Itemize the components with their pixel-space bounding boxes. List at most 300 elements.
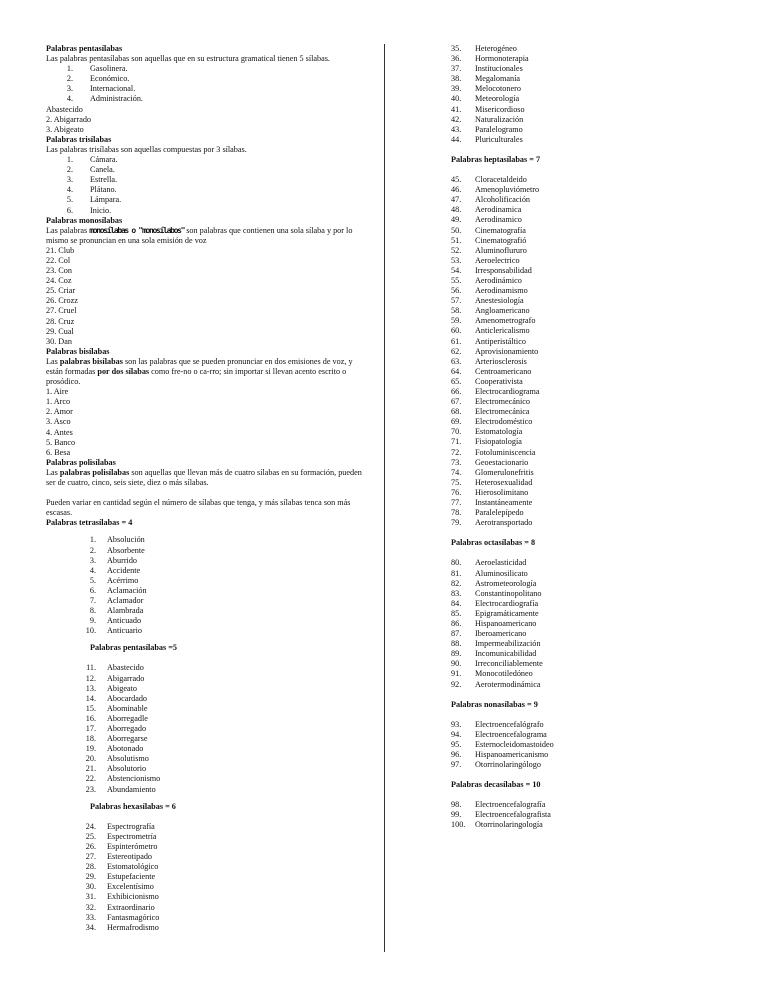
list-item-word: Geoestacionario [475,457,529,467]
mono-description [46,226,368,246]
list-item [451,518,751,528]
list-item [451,246,751,256]
penta2-heading: Palabras pentasílabas =5 [90,643,178,653]
list-item-number: 59. [451,316,462,326]
list-item-number: 21. [85,764,96,774]
list-item [451,326,751,336]
mono-desc-text-end: son palabras que contienen una sola sílaba y por lo mismo se pronuncian en una sola emisión de voz [46,225,353,245]
list-item-number: 35. [451,44,462,53]
list-item [46,84,368,94]
list-item [46,94,368,104]
list-item [451,669,751,679]
list-item-word: Hormonoterapia [475,54,529,64]
list-item-number: 66. [451,387,462,396]
list-item-number: 50. [451,225,462,235]
list-item-number: 80. [451,558,462,568]
list-item-number: 20. [85,754,96,764]
bi-desc-bold: palabras bisílabas [59,356,123,366]
list-item-number: 70. [451,427,462,437]
list-item [451,185,751,195]
list-item-word: Aerodinamico [475,215,522,225]
list-item-number: 60. [451,326,462,336]
list-item-word: Meteorología [475,94,520,104]
list-item-word: Aeroelectrico [475,255,520,265]
list-item [451,54,751,64]
list-item-number: 15. [85,703,96,713]
list-item [451,740,751,750]
list-item [451,609,751,619]
list-item [451,659,751,669]
right-column [451,44,751,831]
list-item [451,589,751,599]
list-item-word: Hispanoamericanismo [475,750,549,759]
list-item [451,478,751,488]
bi-desc-text-2: son las palabras que se pueden pronunciar en dos emisiones de voz, y están formadas [46,356,353,376]
list-item-number: 48. [451,205,462,215]
list-item: 4. Antes [46,427,73,437]
list-item-word: Económico. [90,74,130,84]
list-item-number: 47. [451,195,462,205]
list-item-number: 93. [451,719,462,729]
list-item-word: Heterogéneo [475,44,517,53]
list-item: 5. Banco [46,437,76,447]
list-item-number: 90. [451,659,462,669]
list-item-number: 33. [85,912,96,922]
list-item-number: 6. [66,205,73,215]
list-item [46,754,368,764]
list-item-word: Lámpara. [90,195,122,205]
list-item [451,135,751,145]
list-item-word: Aerotransportado [475,518,533,528]
list-item-number: 40. [451,94,462,104]
list-item-number: 28. [85,862,96,872]
list-item-word: Monocotiledóneo [475,669,533,679]
list-item-word: Epigramáticamente [475,608,539,618]
list-item-word: Aprovisionamiento [475,346,539,356]
list-item-number: 27. [85,852,96,862]
list-item-number: 74. [451,467,462,477]
spacer [451,790,751,800]
list-item [451,427,751,437]
list-item-number: 16. [85,713,96,723]
list-item [451,629,751,639]
list-item [451,266,751,276]
list-item-word: Cinematografió [475,235,527,245]
list-item-number: 51. [451,235,462,245]
list-item [46,842,368,852]
list-item-number: 34. [85,922,96,932]
list-item [46,862,368,872]
spacer [46,528,368,535]
list-item: 30. Dan [46,336,72,346]
list-item-number: 61. [451,336,462,346]
list-item-number: 4. [66,94,73,104]
list-item-word: Anticlericalismo [475,326,530,336]
list-item-number: 77. [451,498,462,508]
penta-extra-list [46,105,368,135]
list-item-word: Electroencefalografía [475,800,546,810]
list-item: 1. Aire [46,387,69,397]
list-item-word: Absolutismo [107,754,149,764]
spacer [46,653,368,663]
spacer [451,165,751,175]
list-item: 23. Con [46,266,72,276]
list-item-number: 83. [451,588,462,598]
list-item [46,663,368,673]
list-item [451,498,751,508]
list-item-number: 18. [85,734,96,744]
list-item-number: 26. [85,841,96,851]
list-item-word: Abastecido [107,663,144,673]
list-item-word: Fisiopatología [475,437,522,447]
list-item-word: Glomerulonefritis [475,467,534,477]
list-item-number: 52. [451,245,462,255]
list-item-word: Aburrido [107,555,138,565]
list-item-word: Otorrinolaringología [475,820,543,830]
list-item-word: Estomatológico [107,862,159,872]
poli-description [46,468,368,488]
list-item-word: Anestesiología [475,296,524,306]
list-item-word: Plátano. [90,185,117,195]
list-item-number: 56. [451,286,462,296]
list-item-word: Aerodinamica [475,205,522,215]
list-item-word: Gasolinera. [90,64,128,74]
list-item-word: Otorrinolaringólogo [475,760,541,770]
list-item-number: 1. [89,535,96,545]
list-item [46,74,368,84]
list-item-word: Espectrometría [107,831,157,841]
list-item-number: 67. [451,397,462,407]
bi-description [46,357,368,387]
bi-heading: Palabras bisílabas [46,346,110,356]
list-item-number: 44. [451,134,462,144]
penta-heading: Palabras pentasílabas [46,44,123,53]
list-item [46,774,368,784]
list-item-word: Melocotonero [475,84,521,94]
list-item-number: 46. [451,185,462,195]
list-item [451,448,751,458]
list-item-number: 62. [451,346,462,356]
list-item-word: Accidente [107,565,141,575]
list-item-number: 64. [451,366,462,376]
spacer [451,145,751,155]
list-item-number: 3. [89,555,96,565]
list-item-number: 30. [85,882,96,892]
list-item-word: Institucionales [475,64,523,74]
list-item-number: 86. [451,618,462,628]
list-item [451,639,751,649]
hexa-list [46,822,368,933]
list-item [46,892,368,902]
list-item-number: 85. [451,608,462,618]
list-item [451,820,751,830]
list-item-number: 82. [451,578,462,588]
list-item-number: 100. [451,820,466,830]
list-item-word: Paralelogramo [475,124,523,134]
list-item-number: 3. [66,84,73,94]
list-item-number: 39. [451,84,462,94]
list-item-word: Exhibicionismo [107,892,159,902]
list-item-word: Electroencefalografista [475,810,551,820]
list-item-word: Abigarrado [107,673,145,683]
list-item [46,694,368,704]
list-item-number: 38. [451,74,462,84]
tri-heading: Palabras trisílabas [46,134,112,144]
list-item-word: Internacional. [90,84,136,94]
list-item-number: 49. [451,215,462,225]
list-item-number: 53. [451,255,462,265]
list-item-word: Estereotipado [107,852,153,862]
list-item-word: Electroencefalógrafo [475,719,544,729]
list-item: 27. Cruel [46,306,77,316]
list-item [46,195,368,205]
list-item-word: Irresponsabilidad [475,265,532,275]
list-item-word: Hermafrodismo [107,922,159,932]
list-item [451,730,751,740]
list-item [46,714,368,724]
list-item-number: 7. [89,595,96,605]
list-item-word: Extraordinario [107,902,155,912]
list-item [46,744,368,754]
list-item-word: Abotonado [107,744,144,754]
list-item-number: 13. [85,683,96,693]
list-item-word: Aerotermodinámica [475,679,541,689]
list-item-word: Absolutorio [107,764,147,774]
list-item-number: 14. [85,693,96,703]
nona-list [451,720,751,770]
list-item-number: 24. [85,821,96,831]
list-item-word: Abigeato [107,683,138,693]
list-item-word: Fotoluminiscencia [475,447,536,457]
poli-desc-text: Las [46,467,60,477]
list-item-number: 32. [85,902,96,912]
hepta-heading: Palabras heptasílabas = 7 [451,154,541,164]
list-item [451,44,751,54]
list-item-word: Inicio. [90,205,112,215]
list-item [46,616,368,626]
spacer [451,690,751,700]
list-item-word: Instantáneamente [475,498,533,508]
list-item [451,619,751,629]
list-item [451,649,751,659]
list-item-number: 57. [451,296,462,306]
list-item [46,882,368,892]
list-item-number: 31. [85,892,96,902]
list-item-word: Amenometrografo [475,316,536,326]
list-item [451,226,751,236]
list-item [46,734,368,744]
list-item-word: Aborregarse [107,734,148,744]
list-item-number: 89. [451,649,462,659]
tri-description: Las palabras trisílabas son aquellas compuestas por 3 sílabas. [46,144,247,154]
spacer [46,488,368,498]
list-item-word: Aborregadle [107,713,148,723]
list-item [451,468,751,478]
list-item: 2. Abigarrado [46,114,92,124]
list-item-word: Acérrimo [107,575,139,585]
list-item [451,397,751,407]
list-item-word: Arteriosclerosis [475,356,527,366]
list-item [46,546,368,556]
list-item-word: Canela. [90,165,115,175]
bi-list [46,387,368,458]
poli-desc-bold: palabras polisílabas [59,467,130,477]
list-item [46,764,368,774]
list-item [451,276,751,286]
list-item-word: Electromecánico [475,397,531,407]
list-item-number: 43. [451,124,462,134]
list-item-number: 3. [66,175,73,185]
list-item: 29. Cual [46,326,74,336]
list-item [46,674,368,684]
list-item [451,256,751,266]
mono-heading: Palabras monosílabas [46,215,123,225]
list-item [46,684,368,694]
list-item [451,84,751,94]
spacer [46,812,368,822]
list-item-word: Alambrada [107,606,144,616]
list-item [451,337,751,347]
penta-list [46,64,368,104]
list-item-word: Pluriculturales [475,134,523,144]
octa-list [451,558,751,689]
list-item [451,205,751,215]
list-item [46,576,368,586]
list-item-number: 73. [451,457,462,467]
bi-desc-bold-2: por dos sílabas [97,367,150,376]
list-item-number: 6. [89,585,96,595]
list-item-word: Iberoamericano [475,629,527,639]
list-item-number: 94. [451,729,462,739]
list-item [451,800,751,810]
list-item [451,286,751,296]
poli-desc-text-2: son aquellas que llevan más de cuatro sílabas en su formación, pueden ser de cuatro, cinco, seis siete, diez o más sílabas. [46,467,362,488]
list-item [46,535,368,545]
list-item-number: 8. [89,606,96,616]
list-item-number: 65. [451,376,462,386]
list-item-number: 97. [451,760,462,770]
list-item-word: Estrella. [90,175,118,185]
list-item-word: Naturalización [475,114,524,124]
list-item-number: 81. [451,568,462,578]
mono-desc-emphasis: monosílabas o "monosílabos" [89,225,185,235]
list-item [451,579,751,589]
list-item [451,306,751,316]
list-item-word: Constantinopolitano [475,588,542,598]
tetra-list [46,535,368,636]
list-item [46,832,368,842]
hepta-list [451,175,751,528]
list-item-word: Cámara. [90,155,118,165]
list-item-word: Espinterómetro [107,841,158,851]
list-item [46,704,368,714]
list-item [451,407,751,417]
list-item-number: 29. [85,872,96,882]
list-item-number: 25. [85,831,96,841]
list-item: 3. Asco [46,417,71,427]
hexa-cont-list [451,44,751,145]
list-item [451,569,751,579]
list-item-word: Cloracetaldeido [475,175,527,185]
list-item-word: Estomatología [475,427,523,437]
list-item-word: Aclamador [107,595,144,605]
list-item-number: 84. [451,598,462,608]
bi-desc-text-3: como fre-no o ca-rro; sin importar si llevan acento escrito o prosódico. [46,367,347,387]
list-item [46,566,368,576]
list-item-number: 1. [66,64,73,74]
penta-description: Las palabras pentasílabas son aquellas que en su estructura gramatical tienen 5 sílabas. [46,54,330,64]
list-item-number: 91. [451,669,462,679]
list-item-word: Electrocardiograma [475,387,540,396]
list-item-number: 2. [66,165,73,175]
list-item [451,680,751,690]
list-item-number: 45. [451,175,462,185]
list-item-number: 37. [451,64,462,74]
list-item [46,185,368,195]
list-item [451,488,751,498]
penta2-list [46,663,368,794]
list-item [451,236,751,246]
list-item [451,195,751,205]
list-item-number: 92. [451,679,462,689]
octa-heading: Palabras octasílabas = 8 [451,538,536,548]
list-item [451,377,751,387]
list-item-word: Administración. [90,94,143,104]
list-item [46,155,368,165]
mono-desc-text: Las palabras [46,225,90,235]
spacer [451,548,751,558]
list-item-word: Aborregado [107,724,147,733]
list-item [451,347,751,357]
list-item-word: Cooperativista [475,376,523,386]
list-item-word: Aclamación [107,585,147,595]
list-item [451,458,751,468]
list-item-word: Aluminoflururo [475,245,527,255]
list-item-word: Hispanoamericano [475,618,537,628]
list-item-number: 17. [85,724,96,733]
list-item-number: 5. [66,195,73,205]
list-item [451,720,751,730]
list-item-word: Aluminosilicato [475,568,528,578]
list-item-number: 63. [451,356,462,366]
list-item-word: Anticuario [107,626,143,636]
list-item [46,852,368,862]
list-item [46,165,368,175]
list-item-number: 10. [85,626,96,636]
list-item-number: 96. [451,750,462,759]
list-item-word: Esternocleidomastoideo [475,739,554,749]
list-item [46,606,368,616]
list-item [451,125,751,135]
list-item-word: Electromecánica [475,407,530,417]
list-item [46,175,368,185]
list-item-word: Fantasmagórico [107,912,160,922]
list-item [46,596,368,606]
list-item-word: Antiperistáltico [475,336,526,346]
spacer [451,770,751,780]
list-item-number: 23. [85,784,96,794]
list-item-number: 4. [66,185,73,195]
list-item [46,586,368,596]
list-item-word: Absolución [107,535,145,545]
poli-description-2: Pueden variar en cantidad según el número de sílabas que tenga, y más sílabas tenca son más escasas. [46,498,351,518]
list-item-number: 55. [451,275,462,285]
spacer [46,636,368,643]
spacer [451,710,751,720]
list-item-word: Amenopluviómetro [475,185,540,195]
poli-heading: Palabras polisílabas [46,457,116,467]
list-item [451,810,751,820]
